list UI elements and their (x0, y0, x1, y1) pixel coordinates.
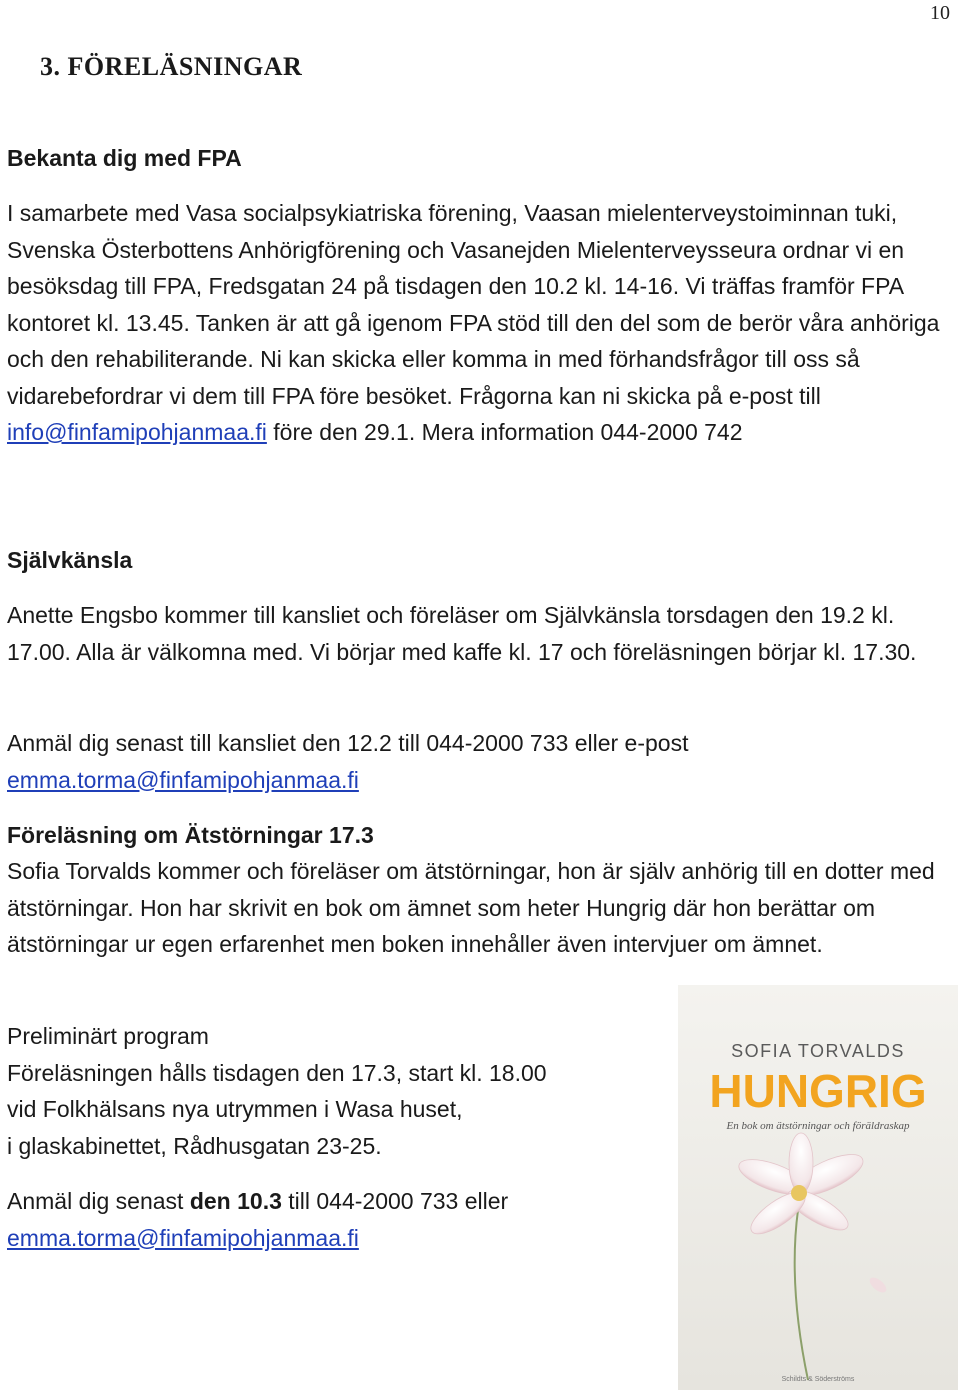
petal (789, 1133, 813, 1193)
sjalvkansla-paragraph: Anette Engsbo kommer till kansliet och föreläser om Självkänsla torsdagen den 19.2 kl. 17.00. Alla är välkomna med. Vi börjar med kaffe kl. 17 och föreläsningen börjar kl. 17.30. (7, 602, 917, 665)
fpa-paragraph (7, 195, 951, 451)
sjalvkansla-signup (7, 725, 947, 798)
fpa-text-end: före den 29.1. Mera information 044-2000 742 (266, 419, 743, 445)
email-link-emma-1[interactable]: emma.torma@finfamipohjanmaa.fi (7, 766, 359, 793)
flower-center (791, 1185, 807, 1201)
signup-date: den 10.3 (189, 1188, 282, 1214)
email-link-emma-2[interactable]: emma.torma@finfamipohjanmaa.fi (7, 1224, 359, 1251)
signup-pre: Anmäl dig senast (7, 1188, 190, 1214)
book-title: HUNGRIG (709, 1065, 927, 1117)
program-label: Preliminärt program (7, 1023, 209, 1049)
signup-post: till 044-2000 733 eller (281, 1188, 509, 1214)
atstorningar-signup (7, 1183, 667, 1256)
book-cover-image (678, 985, 958, 1390)
program-address: i glaskabinettet, Rådhusgatan 23-25. (7, 1132, 382, 1159)
book-publisher: Schildts & Söderströms (781, 1376, 855, 1383)
section-heading-fpa: Bekanta dig med FPA (7, 145, 242, 171)
section-heading-atstorningar: Föreläsning om Ätstörningar 17.3 (7, 822, 374, 848)
book-cover-svg (678, 985, 958, 1390)
book-author: SOFIA TORVALDS (731, 1041, 905, 1061)
program-time: Föreläsningen hålls tisdagen den 17.3, start kl. 18.00 (7, 1059, 547, 1086)
chapter-title: 3. FÖRELÄSNINGAR (40, 52, 303, 81)
book-subtitle: En bok om ätstörningar och föräldraskap (726, 1120, 910, 1132)
email-link-info[interactable]: info@finfamipohjanmaa.fi (7, 419, 267, 445)
program-block (7, 1018, 667, 1164)
atstorningar-paragraph: Sofia Torvalds kommer och föreläser om ätstörningar, hon är själv anhörig till en dotter med ätstörningar. Hon har skrivit en bok om ämnet som heter Hungrig där hon berättar om ätstörningar ur egen erfarenhet men boken innehåller även intervjuer om ämnet. (7, 858, 935, 957)
program-venue: vid Folkhälsans nya utrymmen i Wasa huset, (7, 1096, 463, 1122)
section-heading-sjalvkansla: Självkänsla (7, 547, 133, 573)
fpa-text: I samarbete med Vasa socialpsykiatriska förening, Vaasan mielenterveystoiminnan tuki, Svenska Österbottens Anhörigförening och Vasanejden Mielenterveysseura ordnar vi en besöksdag till FPA, Fredsgatan 24 på tisdagen den 10.2 kl. 14-16. Vi träffas framför FPA kontoret kl. 13.45. Tanken är att gå igenom FPA stöd till den del som de berör våra anhöriga och den rehabiliterande. Ni kan skicka eller komma in med förhandsfrågor till oss så vidarebefordrar vi dem till FPA före besöket. Frågorna kan ni skicka på e-post till (7, 200, 940, 409)
sjalvkansla-signup-text: Anmäl dig senast till kansliet den 12.2 till 044-2000 733 eller e-post (7, 730, 689, 756)
page-number: 10 (930, 2, 950, 24)
